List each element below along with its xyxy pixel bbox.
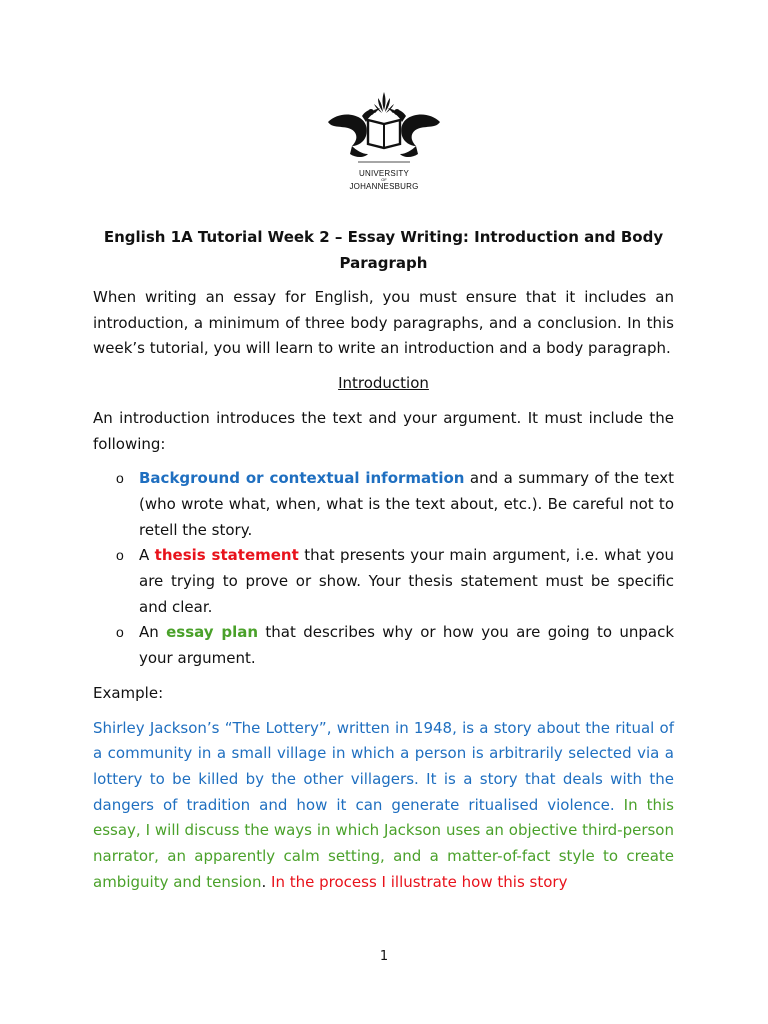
requirements-list	[93, 466, 674, 672]
list-item	[93, 620, 674, 671]
intro-paragraph: When writing an essay for English, you must ensure that it includes an introduction, a minimum of three body paragraphs, and a conclusion. In this week’s tutorial, you will learn to write an introduction and a body paragraph.	[93, 288, 674, 358]
list-item	[93, 543, 674, 620]
highlight-essay-plan: essay plan	[166, 623, 259, 642]
bullet-text: that describes why or how you are going to unpack your argument.	[139, 623, 674, 668]
logo-text-university: UNIVERSITY	[358, 169, 409, 178]
bullet-marker: o	[116, 470, 124, 487]
bullet-prefix: An	[139, 623, 167, 642]
logo-text-of: OF	[381, 177, 387, 182]
section-lead-paragraph: An introduction introduces the text and your argument. It must include the following:	[93, 408, 674, 453]
example-background-text: Shirley Jackson’s “The Lottery”, written in 1948, is a story about the ritual of a community in a small village in which a person is arbitrarily selected via a lottery to be killed by the other villagers. It is a story that deals with the dangers of tradition and how it can generate ritualised violence.	[93, 718, 674, 814]
document-body	[93, 224, 674, 895]
document-title: English 1A Tutorial Week 2 – Essay Writing: Introduction and Body Paragraph	[103, 228, 664, 272]
highlight-background-info: Background or contextual information	[139, 469, 465, 488]
list-item	[93, 466, 674, 543]
university-crest-icon	[322, 88, 446, 168]
university-logo	[322, 88, 446, 194]
example-thesis-period: .	[261, 872, 267, 891]
example-thesis-text: In this essay, I will discuss the ways in which Jackson uses an objective third-person narrator, an apparently calm setting, and a matter-of-fact style to create ambiguity and tension	[93, 795, 674, 891]
example-plan-text: In the process I illustrate how this story	[266, 872, 568, 891]
highlight-thesis-statement: thesis statement	[154, 546, 299, 565]
section-heading-introduction: Introduction	[338, 374, 429, 393]
example-label: Example:	[93, 683, 164, 702]
bullet-marker: o	[116, 547, 124, 564]
bullet-text: and a summary of the text (who wrote what, when, what is the text about, etc.). Be careful not to retell the story.	[139, 469, 675, 539]
logo-text-johannesburg: JOHANNESBURG	[349, 182, 419, 191]
page-number: 1	[379, 949, 389, 964]
example-paragraph	[93, 716, 674, 896]
bullet-prefix: A	[139, 546, 155, 565]
bullet-text: that presents your main argument, i.e. what you are trying to prove or show. Your thesis statement must be specific and clear.	[139, 546, 675, 616]
bullet-marker: o	[116, 624, 124, 641]
